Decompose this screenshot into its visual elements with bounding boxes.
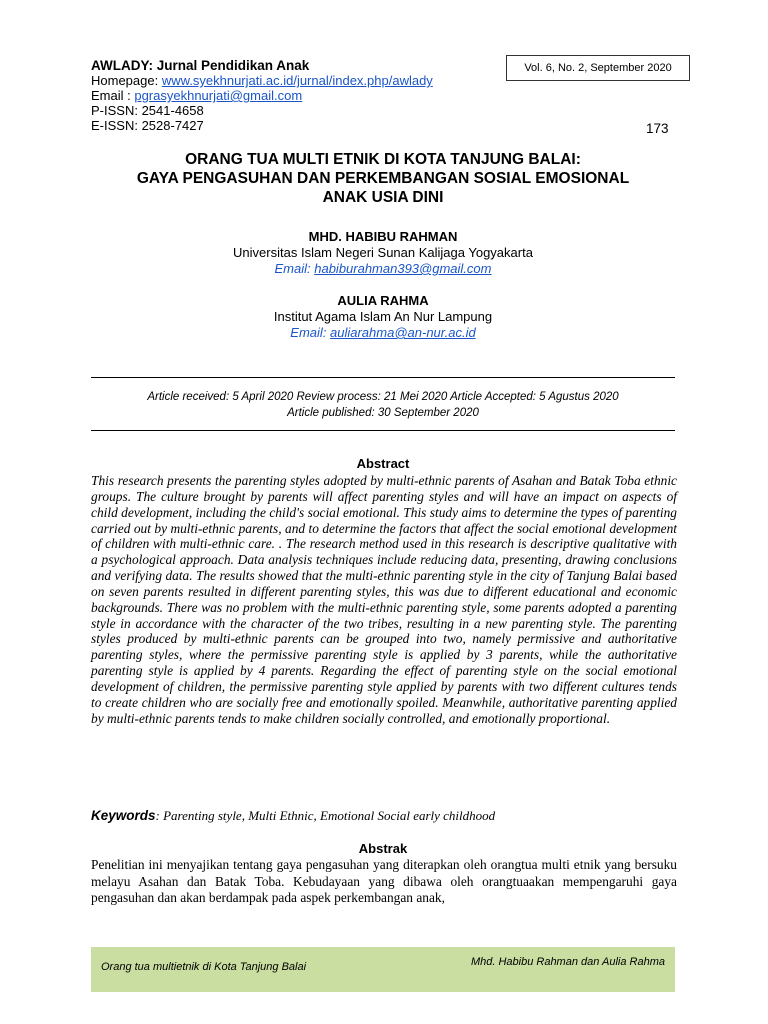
title-line-3: ANAK USIA DINI xyxy=(322,189,444,206)
author-2 xyxy=(91,293,675,341)
journal-name: AWLADY: Jurnal Pendidikan Anak xyxy=(91,58,310,73)
author-email-link[interactable]: auliarahma@an-nur.ac.id xyxy=(330,325,476,340)
email-line xyxy=(91,88,433,103)
page-footer xyxy=(91,947,675,992)
author-affiliation: Universitas Islam Negeri Sunan Kalijaga Yogyakarta xyxy=(233,245,533,260)
abstrak-heading: Abstrak xyxy=(358,841,408,856)
abstrak-text: Penelitian ini menyajikan tentang gaya pengasuhan yang diterapkan oleh orangtua multi etnik yang bersuku melayu Asahan dan Batak Toba. Kebudayaan yang dibawa oleh orangtuaakan mempengaruhi gaya pengasuhan dan akan berdampak pada aspek perkembangan anak, xyxy=(91,857,677,906)
keywords-label: Keywords xyxy=(91,808,156,823)
homepage-line xyxy=(91,73,433,88)
dates-line-1: Article received: 5 April 2020 Review process: 21 Mei 2020 Article Accepted: 5 Agustus 2020 xyxy=(147,391,619,403)
author-email-label: Email: xyxy=(290,325,331,340)
journal-info xyxy=(91,58,433,133)
title-line-2: GAYA PENGASUHAN DAN PERKEMBANGAN SOSIAL EMOSIONAL xyxy=(136,170,630,187)
article-dates xyxy=(91,389,675,421)
email-label: Email : xyxy=(91,88,135,103)
journal-email-link[interactable]: pgrasyekhnurjati@gmail.com xyxy=(134,88,303,103)
abstract-text: This research presents the parenting styles adopted by multi-ethnic parents of Asahan and Batak Toba ethnic groups. The culture brought by parents will affect parenting styles and will have an impact on aspects of child development, including the child's social emotional. This study aims to determine the types of parenting carried out by multi-ethnic parents, and to determine the factors that affect the social emotional development of children with multi-ethnic care. . The research method used in this research is descriptive qualitative with a psychological approach. Data analysis techniques include reducing data, presenting, drawing conclusions and verifying data. The results showed that the multi-ethnic parenting style in the city of Tanjung Balai based on seven parents resulted in different parenting styles, this was due to different educational and economic backgrounds. There was no problem with the multi-ethnic parenting style, some parents adopted a parenting style in accordance with the character of the two tribes, resulting in a new parenting style. The parenting styles produced by multi-ethnic parents can be grouped into two, namely permissive and authoritative parenting styles, where the permissive parenting style is applied by 3 parents, while the authoritative parenting style is applied by 4 parents. Regarding the effect of parenting style on the social emotional development of children, the permissive parenting style applied by parents with two different cultures tends to create children who are socially free and emotionally spoiled. Meanwhile, authoritative parenting applied by multi-ethnic parents tends to make children socially controlled, and emotionally proportional. xyxy=(91,473,677,726)
divider-top xyxy=(91,377,675,378)
homepage-label: Homepage: xyxy=(91,73,162,88)
author-email-label: Email: xyxy=(274,261,315,276)
keywords-value: : Parenting style, Multi Ethnic, Emotional Social early childhood xyxy=(155,808,496,823)
divider-bottom xyxy=(91,430,675,431)
dates-line-2: Article published: 30 September 2020 xyxy=(287,407,479,419)
author-affiliation: Institut Agama Islam An Nur Lampung xyxy=(273,309,493,324)
author-1 xyxy=(91,229,675,277)
footer-authors: Mhd. Habibu Rahman dan Aulia Rahma xyxy=(470,956,665,968)
footer-running-title: Orang tua multietnik di Kota Tanjung Balai xyxy=(101,961,307,973)
homepage-link[interactable]: www.syekhnurjati.ac.id/jurnal/index.php/awlady xyxy=(161,73,433,88)
author-name: AULIA RAHMA xyxy=(337,293,429,308)
eissn: E-ISSN: 2528-7427 xyxy=(91,118,204,133)
title-line-1: ORANG TUA MULTI ETNIK DI KOTA TANJUNG BALAI: xyxy=(185,151,581,168)
page-number: 173 xyxy=(646,121,669,136)
volume-box: Vol. 6, No. 2, September 2020 xyxy=(506,55,690,81)
abstract-heading: Abstract xyxy=(356,456,410,471)
author-name: MHD. HABIBU RAHMAN xyxy=(308,229,458,244)
keywords xyxy=(91,808,675,824)
pissn: P-ISSN: 2541-4658 xyxy=(91,103,204,118)
article-title xyxy=(91,150,675,207)
author-email xyxy=(91,325,675,341)
author-email xyxy=(91,261,675,277)
author-email-link[interactable]: habiburahman393@gmail.com xyxy=(314,261,492,276)
